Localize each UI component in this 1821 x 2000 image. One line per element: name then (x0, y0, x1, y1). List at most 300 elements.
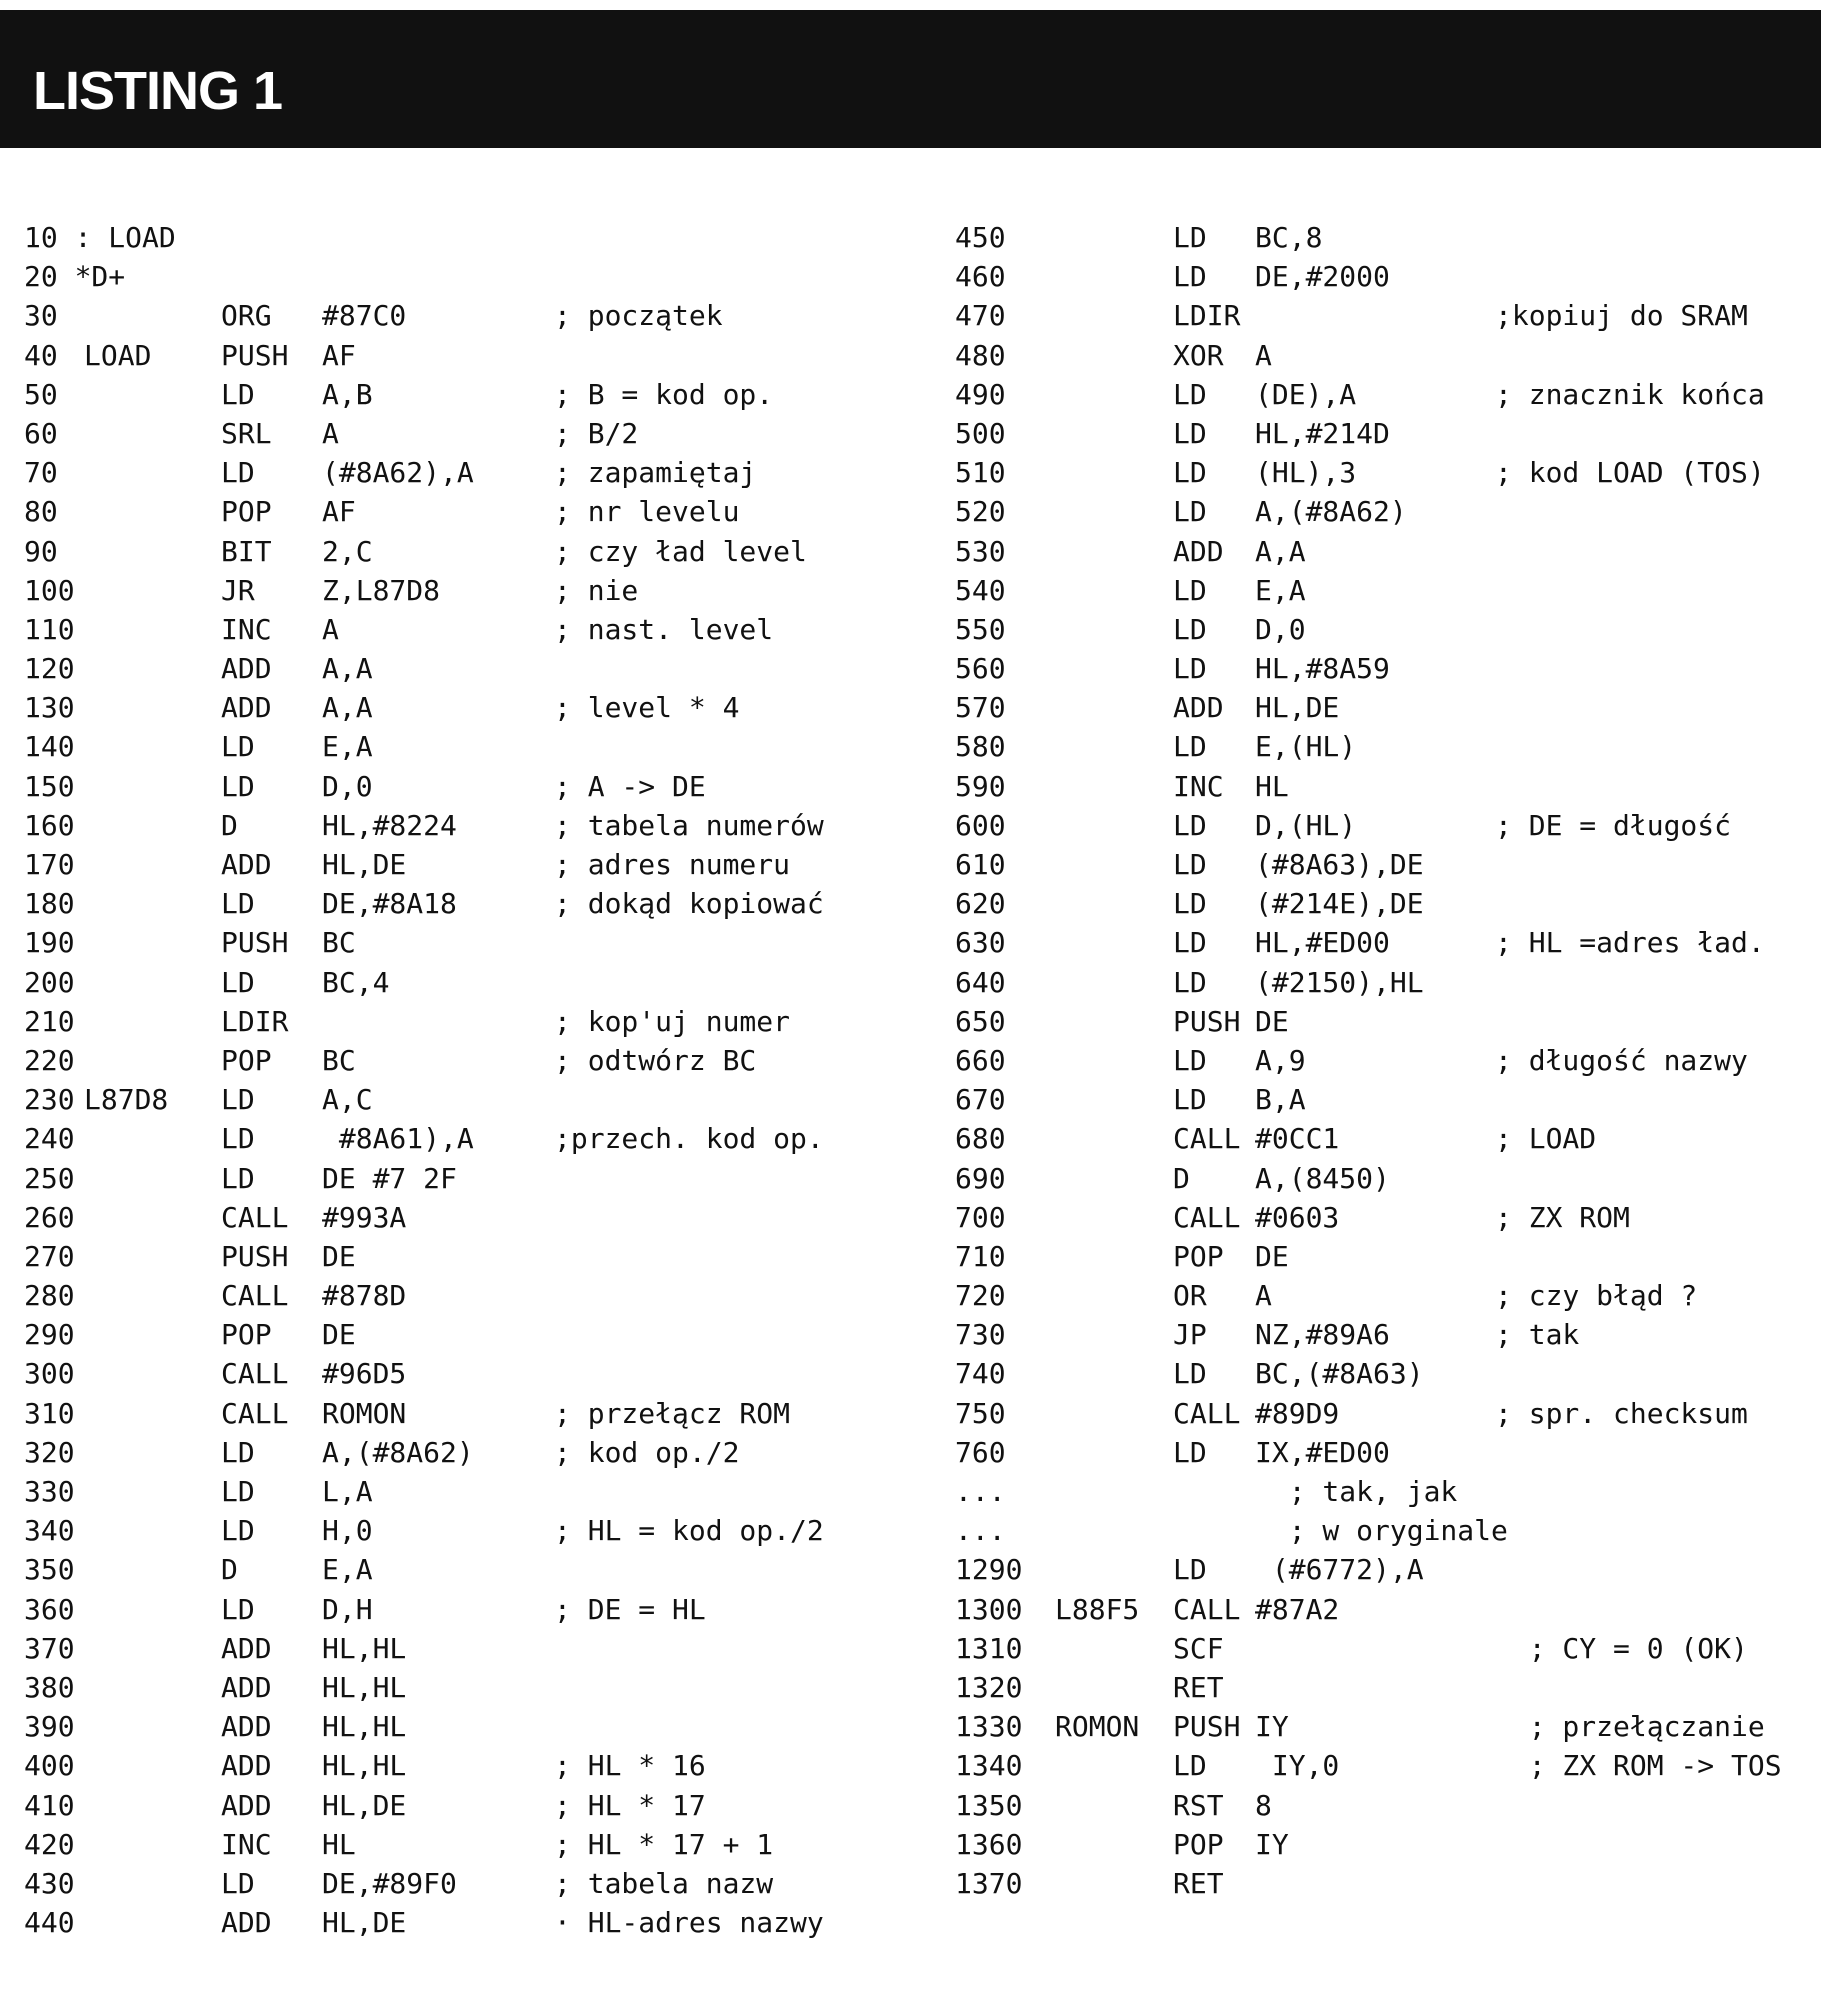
code-line (955, 1119, 1821, 1158)
code-line (24, 1590, 904, 1629)
code-line (955, 884, 1821, 923)
code-line (955, 1041, 1821, 1080)
code-line (955, 1433, 1821, 1472)
line-number: 320 (24, 1435, 75, 1469)
opcode: LD (1173, 612, 1207, 646)
line-number: 240 (24, 1122, 75, 1156)
opcode: ADD (221, 1631, 272, 1665)
line-number: 720 (955, 1279, 1006, 1313)
code-line (24, 1550, 904, 1589)
line-number: 70 (24, 456, 58, 490)
opcode: LD (1173, 1435, 1207, 1469)
code-line (24, 1080, 904, 1119)
opcode: PUSH (1173, 1004, 1241, 1038)
code-line (955, 492, 1821, 531)
line-number: 610 (955, 848, 1006, 881)
line-number: 110 (24, 612, 75, 646)
code-line (955, 1668, 1821, 1707)
operand: #0603 (1255, 1200, 1340, 1234)
line-number: 530 (955, 534, 1006, 568)
code-line (955, 1002, 1821, 1041)
line-number: ... (955, 1514, 1006, 1548)
operand: HL,DE (322, 848, 407, 881)
line-number: 640 (955, 965, 1006, 999)
code-line (955, 414, 1821, 453)
line-number: 430 (24, 1866, 75, 1900)
opcode: LD (1173, 377, 1207, 411)
operand: BC (322, 926, 356, 960)
code-comment: ; CY = 0 (OK) (1495, 1631, 1748, 1665)
code-line (24, 1394, 904, 1433)
code-line (24, 884, 904, 923)
operand: A,A (1255, 534, 1306, 568)
code-line (24, 1315, 904, 1354)
operand: HL,HL (322, 1670, 407, 1704)
code-line (955, 218, 1821, 257)
opcode: ADD (221, 691, 272, 725)
opcode: SRL (221, 416, 272, 450)
operand: A,A (322, 691, 373, 725)
code-line (955, 1825, 1821, 1864)
opcode: POP (221, 1043, 272, 1077)
line-number: 20 *D+ (24, 260, 126, 294)
code-line (955, 688, 1821, 727)
operand: A (322, 416, 339, 450)
opcode: D (221, 808, 238, 842)
opcode: LD (221, 1161, 255, 1195)
opcode: CALL (1173, 1200, 1241, 1234)
operand: (DE),A (1255, 377, 1357, 411)
code-line (955, 845, 1821, 884)
code-line (955, 1472, 1821, 1511)
opcode: LD (221, 1514, 255, 1548)
opcode: CALL (221, 1357, 289, 1391)
line-number: 580 (955, 730, 1006, 764)
code-line (24, 1668, 904, 1707)
operand: BC,8 (1255, 221, 1323, 254)
code-line (24, 649, 904, 688)
opcode: LD (1173, 495, 1207, 529)
opcode: D (221, 1553, 238, 1587)
opcode: LD (1173, 1553, 1207, 1587)
line-number: 700 (955, 1200, 1006, 1234)
opcode: CALL (1173, 1396, 1241, 1430)
opcode: RET (1173, 1866, 1224, 1900)
code-comment: ; adres numeru (554, 848, 791, 881)
line-number: 380 (24, 1670, 75, 1704)
code-line (955, 727, 1821, 766)
line-number: 400 (24, 1749, 75, 1783)
code-line (24, 218, 904, 257)
line-number: 190 (24, 926, 75, 960)
line-number: 10 : LOAD (24, 221, 176, 254)
operand: A,(#8A62) (1255, 495, 1407, 529)
code-comment: ; HL * 17 (554, 1788, 706, 1822)
code-line (955, 963, 1821, 1002)
code-line (24, 492, 904, 531)
line-number: 540 (955, 573, 1006, 607)
opcode: INC (1173, 769, 1224, 803)
operand: DE (322, 1318, 356, 1352)
line-number: 270 (24, 1239, 75, 1273)
operand: D,0 (322, 769, 373, 803)
operand: (#8A63),DE (1255, 848, 1424, 881)
line-number: 760 (955, 1435, 1006, 1469)
code-comment: ; tak (1495, 1318, 1580, 1352)
opcode: OR (1173, 1279, 1207, 1313)
code-line (24, 414, 904, 453)
operand: NZ,#89A6 (1255, 1318, 1390, 1352)
listing-title: LISTING 1 (33, 61, 283, 121)
operand: D,(HL) (1255, 808, 1357, 842)
code-line (24, 375, 904, 414)
line-number: 680 (955, 1122, 1006, 1156)
line-number: 550 (955, 612, 1006, 646)
code-line (24, 963, 904, 1002)
code-line (24, 1511, 904, 1550)
operand: (#214E),DE (1255, 887, 1424, 921)
code-line (24, 1041, 904, 1080)
line-number: 570 (955, 691, 1006, 725)
operand: E,A (322, 730, 373, 764)
code-line (955, 453, 1821, 492)
operand: BC (322, 1043, 356, 1077)
opcode: XOR (1173, 338, 1224, 372)
code-comment: ; nie (554, 573, 639, 607)
opcode: ORG (221, 299, 272, 333)
opcode: PUSH (221, 1239, 289, 1273)
code-line (24, 1002, 904, 1041)
opcode: LD (1173, 652, 1207, 686)
opcode: POP (221, 1318, 272, 1352)
operand: HL,DE (1255, 691, 1340, 725)
operand: A,(8450) (1255, 1161, 1390, 1195)
line-number: 1350 (955, 1788, 1023, 1822)
operand: (HL),3 (1255, 456, 1357, 490)
code-line (24, 1198, 904, 1237)
opcode: RST (1173, 1788, 1224, 1822)
operand: HL,DE (322, 1788, 407, 1822)
code-comment: ; odtwórz BC (554, 1043, 757, 1077)
code-comment: ; DE = HL (554, 1592, 706, 1626)
code-label: LOAD (84, 338, 152, 372)
line-number: 510 (955, 456, 1006, 490)
line-number: 30 (24, 299, 58, 333)
operand: AF (322, 338, 356, 372)
code-line (24, 1864, 904, 1903)
opcode: INC (221, 1827, 272, 1861)
opcode: PUSH (1173, 1710, 1241, 1744)
operand: HL,DE (322, 1906, 407, 1940)
line-number: 670 (955, 1083, 1006, 1117)
opcode: LD (1173, 848, 1207, 881)
opcode: LD (221, 1592, 255, 1626)
opcode: LD (221, 887, 255, 921)
code-line (24, 532, 904, 571)
operand: A (1255, 338, 1272, 372)
code-label: L87D8 (84, 1083, 169, 1117)
opcode: POP (1173, 1827, 1224, 1861)
opcode: LD (1173, 1357, 1207, 1391)
operand: A (322, 612, 339, 646)
opcode: BIT (221, 534, 272, 568)
code-line (24, 571, 904, 610)
code-line (955, 1511, 1821, 1550)
line-number: 660 (955, 1043, 1006, 1077)
opcode: RET (1173, 1670, 1224, 1704)
code-comment: ; B = kod op. (554, 377, 774, 411)
opcode: POP (221, 495, 272, 529)
opcode: ADD (221, 1749, 272, 1783)
opcode: D (1173, 1161, 1190, 1195)
line-number: 360 (24, 1592, 75, 1626)
opcode: LD (1173, 1083, 1207, 1117)
code-comment: ;przech. kod op. (554, 1122, 824, 1156)
line-number: 310 (24, 1396, 75, 1430)
line-number: 350 (24, 1553, 75, 1587)
line-number: 140 (24, 730, 75, 764)
code-comment: ; spr. checksum (1495, 1396, 1748, 1430)
opcode: LD (1173, 1749, 1207, 1783)
operand: BC,(#8A63) (1255, 1357, 1424, 1391)
operand: Z,L87D8 (322, 573, 441, 607)
code-line (955, 296, 1821, 335)
operand: IY,0 (1255, 1749, 1340, 1783)
line-number: 1360 (955, 1827, 1023, 1861)
opcode: CALL (1173, 1592, 1241, 1626)
opcode: ADD (221, 1788, 272, 1822)
code-comment: ; nr levelu (554, 495, 740, 529)
opcode: ADD (221, 1710, 272, 1744)
code-comment: ; kod LOAD (TOS) (1495, 456, 1765, 490)
code-line (24, 336, 904, 375)
opcode: POP (1173, 1239, 1224, 1273)
line-number: 280 (24, 1279, 75, 1313)
code-comment: ; HL * 17 + 1 (554, 1827, 774, 1861)
code-line (955, 1550, 1821, 1589)
code-line (24, 610, 904, 649)
code-comment: ; długość nazwy (1495, 1043, 1748, 1077)
code-comment: ; DE = długość (1495, 808, 1732, 842)
code-comment: ; czy ład level (554, 534, 807, 568)
line-number: 300 (24, 1357, 75, 1391)
line-number: 250 (24, 1161, 75, 1195)
operand: (#8A62),A (322, 456, 474, 490)
listing-header (0, 10, 1821, 148)
operand: ; w oryginale (1255, 1514, 1508, 1548)
code-comment: · HL-adres nazwy (554, 1906, 824, 1940)
opcode: JP (1173, 1318, 1207, 1352)
listing-left-column (24, 218, 904, 1942)
opcode: LD (1173, 416, 1207, 450)
line-number: 560 (955, 652, 1006, 686)
line-number: 410 (24, 1788, 75, 1822)
operand: HL,#214D (1255, 416, 1390, 450)
operand: HL,#8A59 (1255, 652, 1390, 686)
code-comment: ; kod op./2 (554, 1435, 740, 1469)
code-line (955, 1198, 1821, 1237)
code-comment: ; początek (554, 299, 723, 333)
operand: (#2150),HL (1255, 965, 1424, 999)
opcode: CALL (221, 1396, 289, 1430)
code-line (955, 532, 1821, 571)
operand: DE (1255, 1239, 1289, 1273)
opcode: LD (221, 456, 255, 490)
operand: #0CC1 (1255, 1122, 1340, 1156)
operand: HL,HL (322, 1749, 407, 1783)
line-number: 370 (24, 1631, 75, 1665)
operand: #96D5 (322, 1357, 407, 1391)
operand: DE,#8A18 (322, 887, 457, 921)
opcode: ADD (221, 1670, 272, 1704)
opcode: LD (221, 1435, 255, 1469)
opcode: CALL (1173, 1122, 1241, 1156)
code-line (24, 727, 904, 766)
code-line (24, 1276, 904, 1315)
operand: ROMON (322, 1396, 407, 1430)
operand: IY (1255, 1827, 1289, 1861)
line-number: 450 (955, 221, 1006, 254)
line-number: 650 (955, 1004, 1006, 1038)
line-number: 740 (955, 1357, 1006, 1391)
operand: AF (322, 495, 356, 529)
code-line (24, 1354, 904, 1393)
opcode: LD (1173, 730, 1207, 764)
opcode: LD (221, 1083, 255, 1117)
operand: DE (322, 1239, 356, 1273)
opcode: ADD (221, 652, 272, 686)
line-number: 230 (24, 1083, 75, 1117)
code-line (24, 1786, 904, 1825)
line-number: 470 (955, 299, 1006, 333)
operand: HL,HL (322, 1631, 407, 1665)
code-line (955, 1590, 1821, 1629)
line-number: 200 (24, 965, 75, 999)
line-number: 210 (24, 1004, 75, 1038)
code-comment: ; dokąd kopiować (554, 887, 824, 921)
line-number: 340 (24, 1514, 75, 1548)
line-number: 1370 (955, 1866, 1023, 1900)
line-number: 50 (24, 377, 58, 411)
operand: DE,#89F0 (322, 1866, 457, 1900)
code-line (24, 688, 904, 727)
line-number: 160 (24, 808, 75, 842)
code-line (955, 1394, 1821, 1433)
code-line (955, 1080, 1821, 1119)
line-number: 620 (955, 887, 1006, 921)
line-number: 60 (24, 416, 58, 450)
code-line (955, 649, 1821, 688)
operand: BC,4 (322, 965, 390, 999)
operand: #878D (322, 1279, 407, 1313)
code-comment: ; tabela numerów (554, 808, 824, 842)
operand: IX,#ED00 (1255, 1435, 1390, 1469)
operand: D,0 (1255, 612, 1306, 646)
line-number: 750 (955, 1396, 1006, 1430)
code-label: ROMON (1055, 1710, 1140, 1744)
code-comment: ; A -> DE (554, 769, 706, 803)
operand: A,C (322, 1083, 373, 1117)
code-comment: ; LOAD (1495, 1122, 1597, 1156)
operand: #993A (322, 1200, 407, 1234)
code-line (24, 1629, 904, 1668)
line-number: 330 (24, 1475, 75, 1508)
operand: DE,#2000 (1255, 260, 1390, 294)
code-line (24, 1119, 904, 1158)
line-number: 1330 (955, 1710, 1023, 1744)
opcode: LD (1173, 260, 1207, 294)
line-number: 220 (24, 1043, 75, 1077)
operand: #89D9 (1255, 1396, 1340, 1430)
line-number: 100 (24, 573, 75, 607)
code-line (955, 571, 1821, 610)
line-number: 130 (24, 691, 75, 725)
code-comment: ; HL = kod op./2 (554, 1514, 824, 1548)
line-number: 710 (955, 1239, 1006, 1273)
line-number: 170 (24, 848, 75, 881)
opcode: LD (1173, 808, 1207, 842)
line-number: ... (955, 1475, 1006, 1508)
line-number: 1340 (955, 1749, 1023, 1783)
operand: 2,C (322, 534, 373, 568)
opcode: LD (221, 377, 255, 411)
operand: 8 (1255, 1788, 1272, 1822)
line-number: 440 (24, 1906, 75, 1940)
code-line (24, 1433, 904, 1472)
code-line (24, 1707, 904, 1746)
line-number: 1290 (955, 1553, 1023, 1587)
opcode: LD (221, 1475, 255, 1508)
code-comment: ; B/2 (554, 416, 639, 450)
operand: DE (1255, 1004, 1289, 1038)
code-comment: ; ZX ROM -> TOS (1495, 1749, 1782, 1783)
opcode: LD (1173, 221, 1207, 254)
opcode: LD (221, 965, 255, 999)
line-number: 1310 (955, 1631, 1023, 1665)
listing-right-column (955, 218, 1821, 1903)
operand: D,H (322, 1592, 373, 1626)
code-line (955, 1276, 1821, 1315)
opcode: LD (221, 1866, 255, 1900)
opcode: LD (221, 769, 255, 803)
line-number: 80 (24, 495, 58, 529)
operand: #87C0 (322, 299, 407, 333)
code-label: L88F5 (1055, 1592, 1140, 1626)
operand: E,A (322, 1553, 373, 1587)
opcode: PUSH (221, 926, 289, 960)
operand: (#6772),A (1255, 1553, 1424, 1587)
code-line (955, 1315, 1821, 1354)
line-number: 180 (24, 887, 75, 921)
code-line (955, 923, 1821, 962)
code-comment: ; czy błąd ? (1495, 1279, 1698, 1313)
code-line (24, 257, 904, 296)
code-line (955, 1237, 1821, 1276)
code-comment: ; level * 4 (554, 691, 740, 725)
line-number: 150 (24, 769, 75, 803)
code-line (955, 806, 1821, 845)
code-line (24, 1903, 904, 1942)
operand: ; tak, jak (1255, 1475, 1458, 1508)
code-comment: ;kopiuj do SRAM (1495, 299, 1748, 333)
operand: #8A61),A (322, 1122, 474, 1156)
opcode: SCF (1173, 1631, 1224, 1665)
opcode: LD (1173, 926, 1207, 960)
code-line (24, 1159, 904, 1198)
code-comment: ; HL =adres ład. (1495, 926, 1765, 960)
line-number: 390 (24, 1710, 75, 1744)
opcode: LD (1173, 573, 1207, 607)
